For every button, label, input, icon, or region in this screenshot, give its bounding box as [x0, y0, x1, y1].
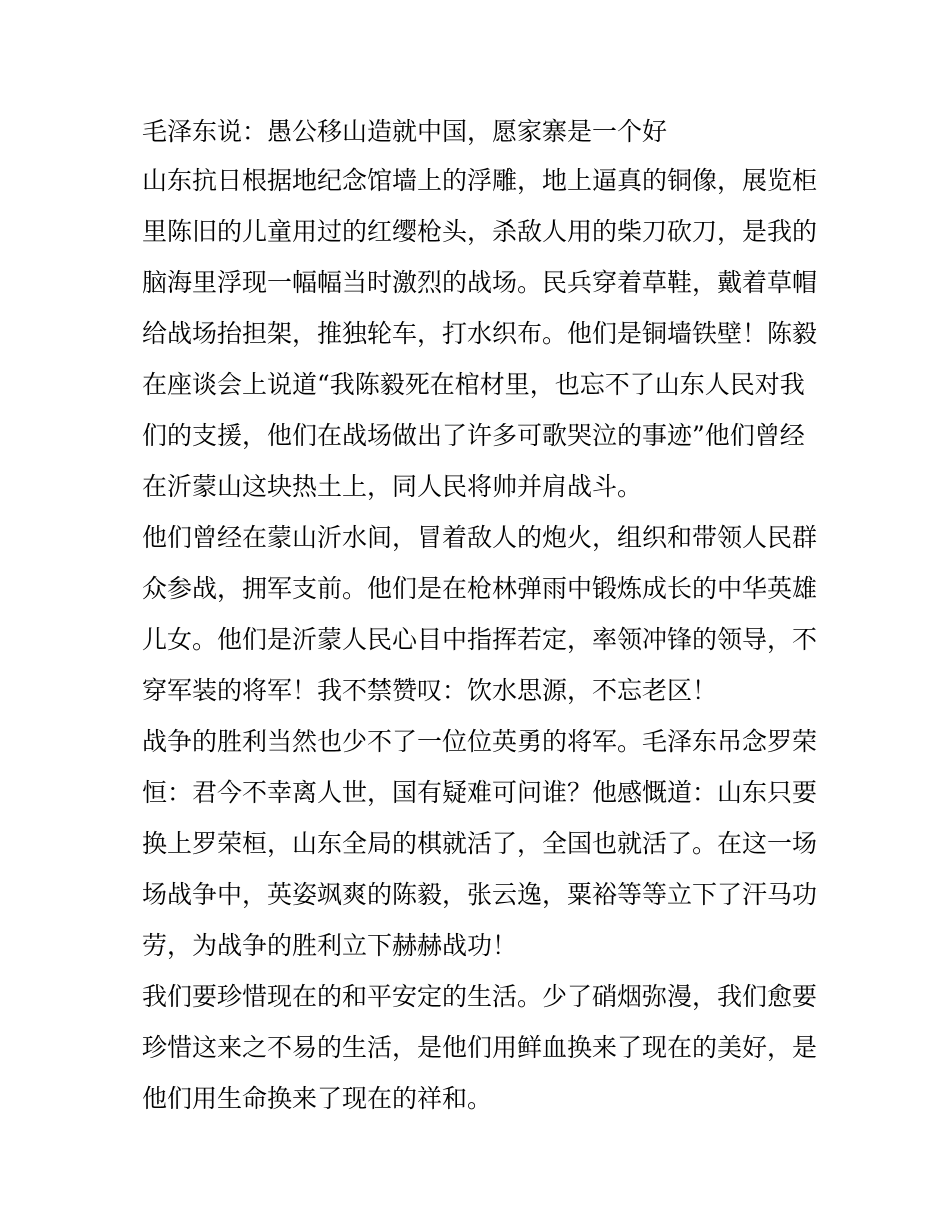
paragraph-line: 众参战，拥军支前。他们是在枪林弹雨中锻炼成长的中华英雄 — [142, 574, 818, 603]
paragraph-line: 在沂蒙山这块热土上，同人民将帅并肩战斗。 — [142, 472, 643, 501]
paragraph-line: 恒：君今不幸离人世，国有疑难可问谁？他感慨道：山东只要 — [142, 778, 818, 807]
paragraph-line: 战争的胜利当然也少不了一位位英勇的将军。毛泽东吊念罗荣 — [142, 727, 818, 756]
paragraph-line: 他们曾经在蒙山沂水间，冒着敌人的炮火，组织和带领人民群 — [142, 523, 818, 552]
paragraph-line: 珍惜这来之不易的生活，是他们用鲜血换来了现在的美好，是 — [142, 1033, 818, 1062]
paragraph-line: 山东抗日根据地纪念馆墙上的浮雕，地上逼真的铜像，展览柜 — [142, 166, 818, 195]
paragraph-line: 穿军装的将军！我不禁赞叹：饮水思源，不忘老区！ — [142, 676, 718, 705]
paragraph-2 — [142, 512, 822, 716]
paragraph-line: 儿女。他们是沂蒙人民心目中指挥若定，率领冲锋的领导，不 — [142, 625, 818, 654]
paragraph-line: 脑海里浮现一幅幅当时激烈的战场。民兵穿着草鞋，戴着草帽 — [142, 268, 818, 297]
paragraph-line: 场战争中，英姿飒爽的陈毅，张云逸，粟裕等等立下了汗马功 — [142, 880, 818, 909]
paragraph-line: 我们要珍惜现在的和平安定的生活。少了硝烟弥漫，我们愈要 — [142, 982, 818, 1011]
paragraph-line: 里陈旧的儿童用过的红缨枪头，杀敌人用的柴刀砍刀，是我的 — [142, 217, 818, 246]
paragraph-line: 他们用生命换来了现在的祥和。 — [142, 1084, 493, 1113]
document-body — [142, 108, 822, 1124]
paragraph-line: 给战场抬担架，推独轮车，打水织布。他们是铜墙铁壁！陈毅 — [142, 319, 818, 348]
document-title: 毛泽东说：愚公移山造就中国，愿家寨是一个好 — [142, 117, 668, 146]
paragraph-4 — [142, 971, 822, 1124]
paragraph-1 — [142, 155, 822, 512]
paragraph-line: 换上罗荣桓，山东全局的棋就活了，全国也就活了。在这一场 — [142, 829, 818, 858]
paragraph-line: 们的支援，他们在战场做出了许多可歌哭泣的事迹”他们曾经 — [142, 421, 805, 450]
paragraph-line: 在座谈会上说道“我陈毅死在棺材里，也忘不了山东人民对我 — [142, 370, 805, 399]
paragraph-3 — [142, 716, 822, 971]
paragraph-line: 劳，为战争的胜利立下赫赫战功！ — [142, 931, 518, 960]
